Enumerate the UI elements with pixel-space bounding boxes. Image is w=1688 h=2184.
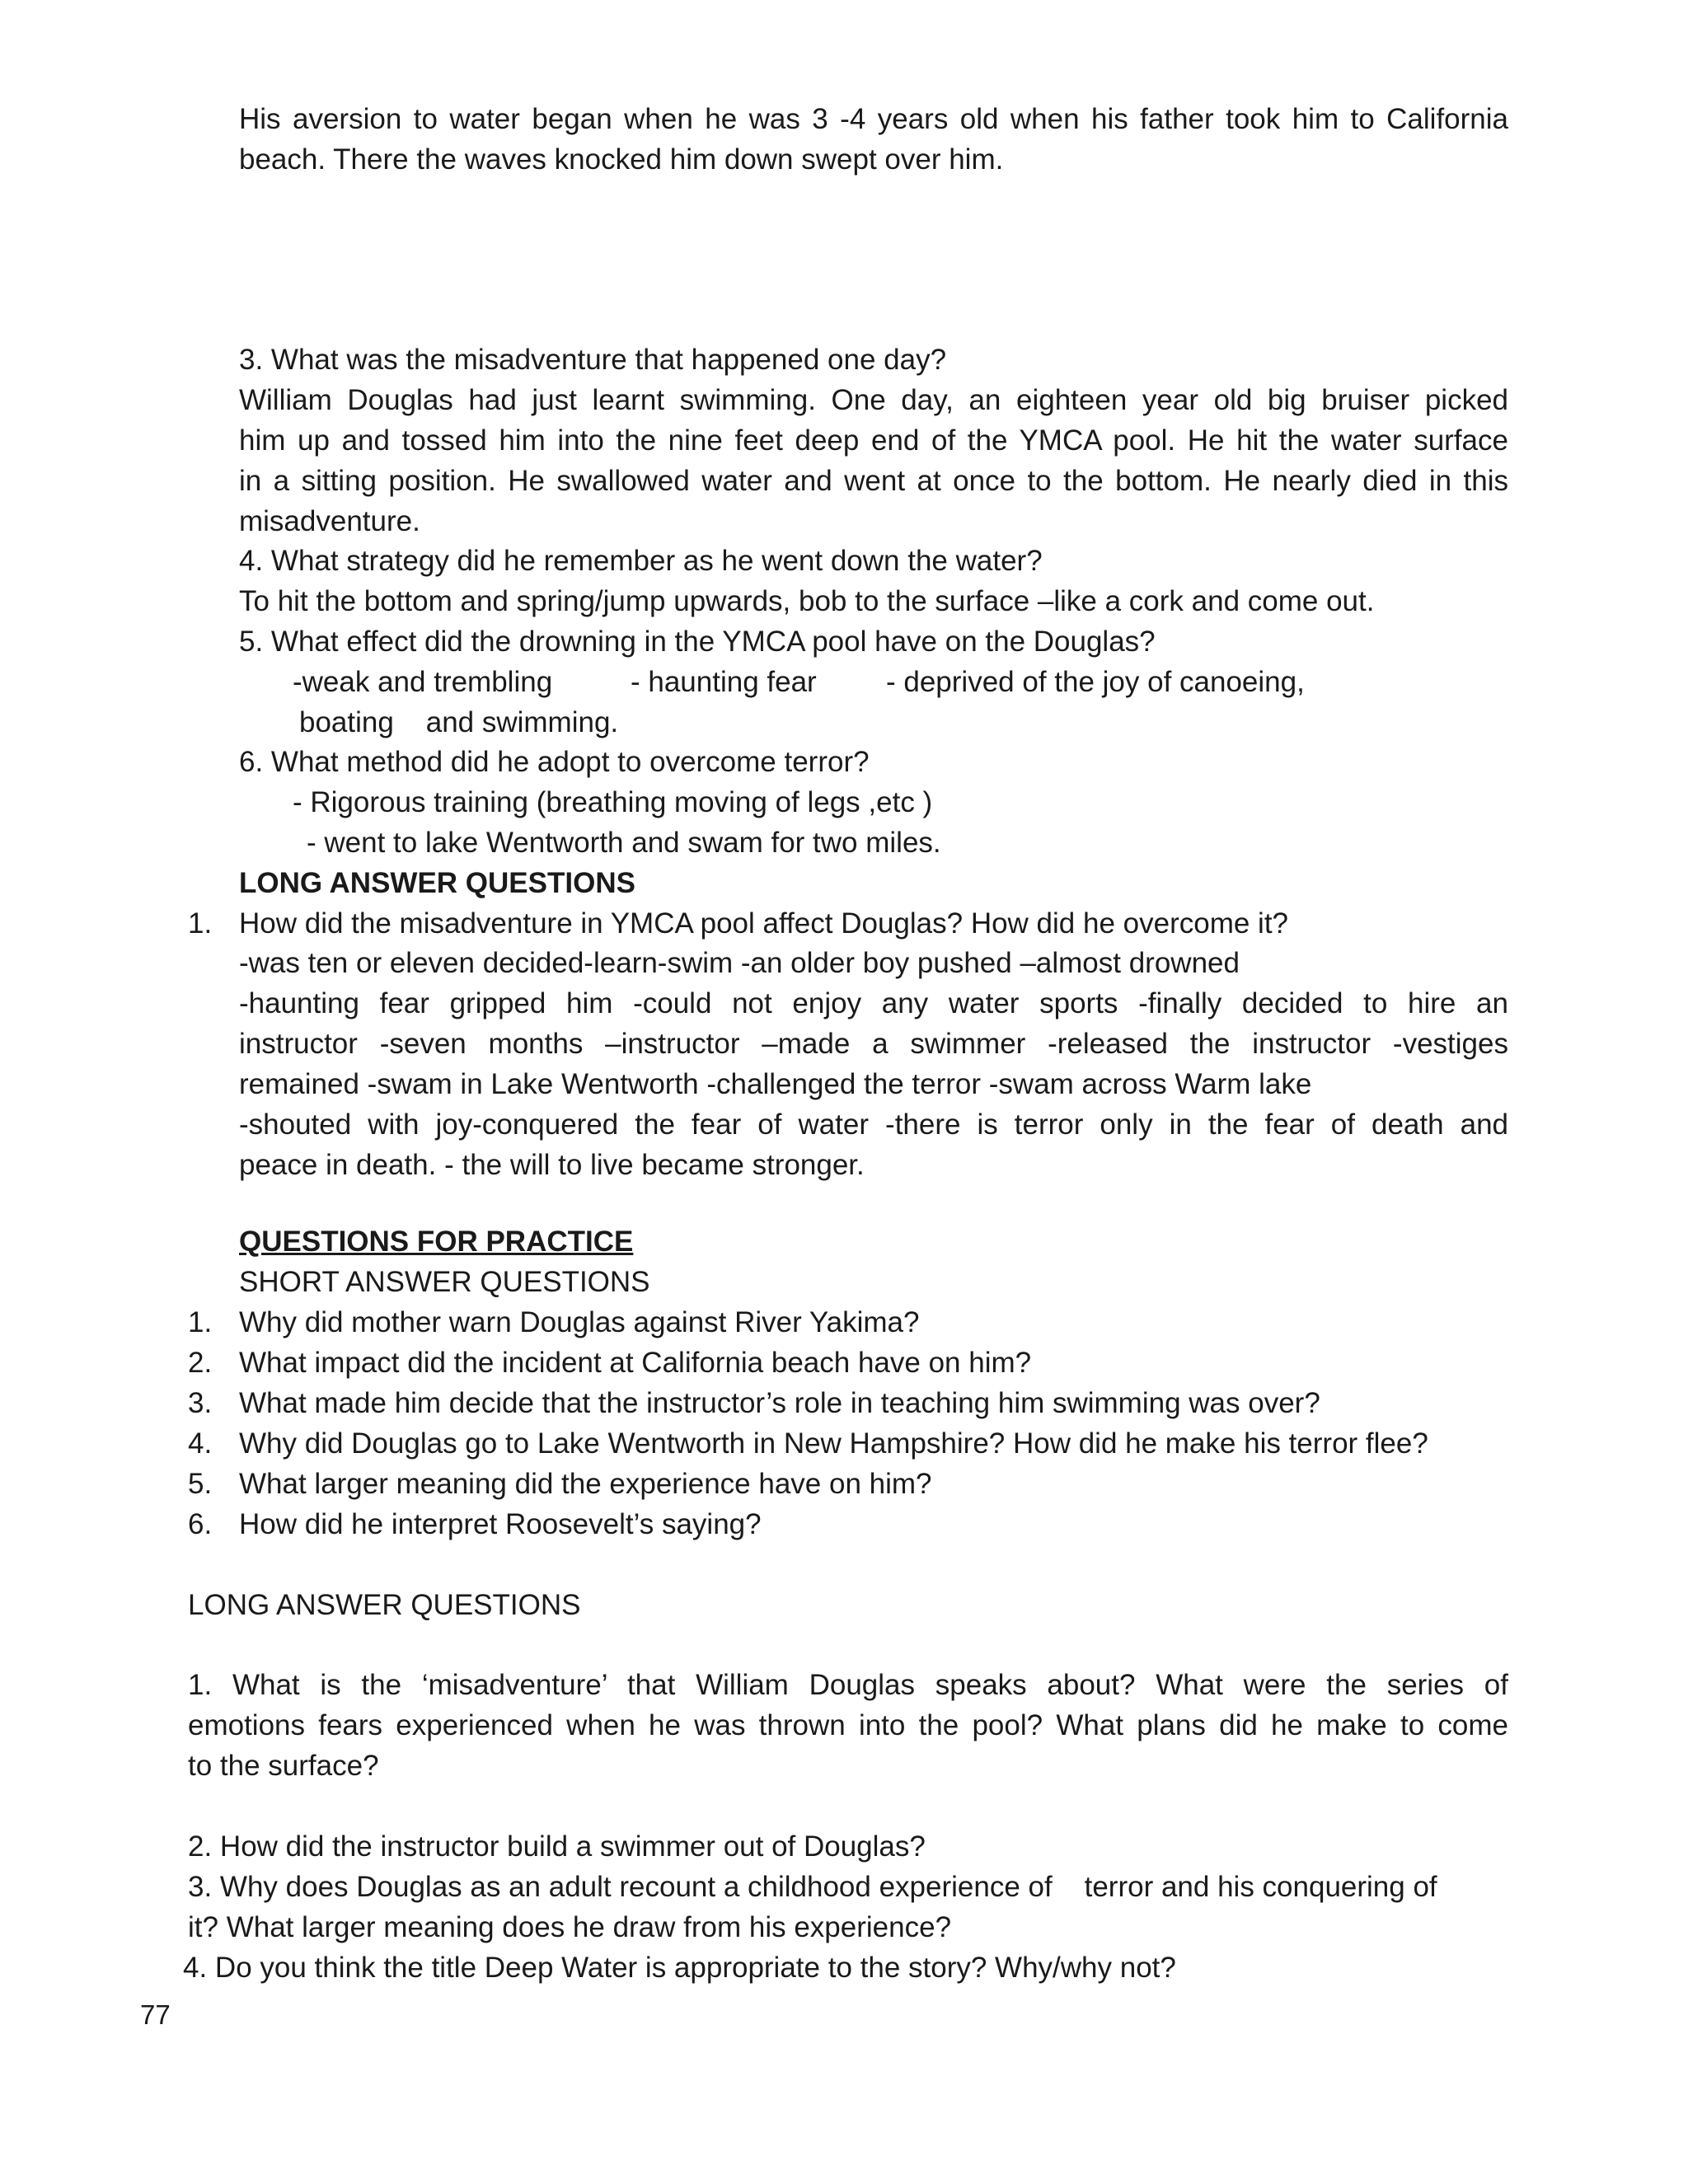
short-question: Why did Douglas go to Lake Wentworth in New Hampshire? How did he make his terror flee?	[239, 1427, 1428, 1460]
long-answer-line-2: -haunting fear gripped him -could not enjoy any water sports -finally decided to hire an	[239, 987, 1508, 1019]
long-answer-question: How did the misadventure in YMCA pool affect Douglas? How did he overcome it?	[239, 907, 1289, 940]
long-question-3-line-1: 3. Why does Douglas as an adult recount a childhood experience of terror and his conquering of	[188, 1871, 1437, 1903]
long-question-3-line-2: it? What larger meaning does he draw from his experience?	[188, 1911, 952, 1943]
effect-3: - deprived of the joy of canoeing,	[886, 666, 1305, 698]
long-answer-line-3: instructor -seven months –instructor –made a swimmer -released the instructor -vestiges	[239, 1028, 1508, 1060]
question-4: 4. What strategy did he remember as he went down the water?	[239, 545, 1043, 577]
effect-3-cont: boating and swimming.	[299, 706, 619, 738]
short-question: What larger meaning did the experience have on him?	[239, 1468, 932, 1500]
short-question: What made him decide that the instructor’s role in teaching him swimming was over?	[239, 1387, 1320, 1419]
long-question-1-line-3: to the surface?	[188, 1750, 379, 1782]
short-question-number: 2.	[188, 1347, 213, 1379]
short-question-number: 5.	[188, 1468, 213, 1500]
answer-3-line-3: in a sitting position. He swallowed water and went at once to the bottom. He nearly died in this	[239, 465, 1508, 497]
long-answer-heading: LONG ANSWER QUESTIONS	[239, 867, 635, 899]
intro-line-2: beach. There the waves knocked him down swept over him.	[239, 143, 1004, 176]
answer-3-line-1: William Douglas had just learnt swimming. One day, an eighteen year old big bruiser picked	[239, 384, 1508, 416]
practice-long-heading: LONG ANSWER QUESTIONS	[188, 1589, 581, 1621]
long-question-4: 4. Do you think the title Deep Water is appropriate to the story? Why/why not?	[183, 1952, 1176, 1984]
long-answer-line-6: peace in death. - the will to live became stronger.	[239, 1149, 865, 1181]
long-answer-line-1: -was ten or eleven decided-learn-swim -an older boy pushed –almost drowned	[239, 947, 1240, 979]
question-3: 3. What was the misadventure that happened one day?	[239, 344, 947, 376]
effect-1: -weak and trembling	[293, 666, 553, 698]
intro-line-1: His aversion to water began when he was 3 -4 years old when his father took him to California	[239, 103, 1508, 135]
short-question: How did he interpret Roosevelt’s saying?	[239, 1508, 762, 1540]
method-1: - Rigorous training (breathing moving of legs ,etc )	[293, 786, 933, 818]
short-question-number: 3.	[188, 1387, 213, 1419]
question-5: 5. What effect did the drowning in the YMCA pool have on the Douglas?	[239, 626, 1156, 658]
short-question-number: 1.	[188, 1306, 213, 1338]
short-question-number: 6.	[188, 1508, 213, 1540]
effect-2: - haunting fear	[631, 666, 817, 698]
page-number: 77	[140, 1999, 171, 2030]
method-2: - went to lake Wentworth and swam for two miles.	[307, 827, 941, 859]
long-answer-number: 1.	[188, 907, 213, 940]
short-question-number: 4.	[188, 1427, 213, 1460]
long-answer-line-5: -shouted with joy-conquered the fear of water -there is terror only in the fear of death and	[239, 1108, 1508, 1141]
short-answer-heading: SHORT ANSWER QUESTIONS	[239, 1266, 650, 1298]
short-question: Why did mother warn Douglas against River Yakima?	[239, 1306, 920, 1338]
answer-3-line-4: misadventure.	[239, 505, 420, 537]
long-question-1-line-2: emotions fears experienced when he was thrown into the pool? What plans did he make to come	[188, 1709, 1508, 1741]
long-answer-line-4: remained -swam in Lake Wentworth -challenged the terror -swam across Warm lake	[239, 1068, 1312, 1100]
long-question-1-line-1: 1. What is the ‘misadventure’ that William Douglas speaks about? What were the series of	[188, 1669, 1508, 1701]
short-question: What impact did the incident at California beach have on him?	[239, 1347, 1032, 1379]
practice-heading: QUESTIONS FOR PRACTICE	[239, 1226, 634, 1258]
answer-3-line-2: him up and tossed him into the nine feet deep end of the YMCA pool. He hit the water surface	[239, 424, 1508, 457]
question-6: 6. What method did he adopt to overcome terror?	[239, 746, 870, 778]
long-question-2: 2. How did the instructor build a swimmer out of Douglas?	[188, 1830, 926, 1863]
answer-4: To hit the bottom and spring/jump upwards, bob to the surface –like a cork and come out.	[239, 585, 1375, 617]
